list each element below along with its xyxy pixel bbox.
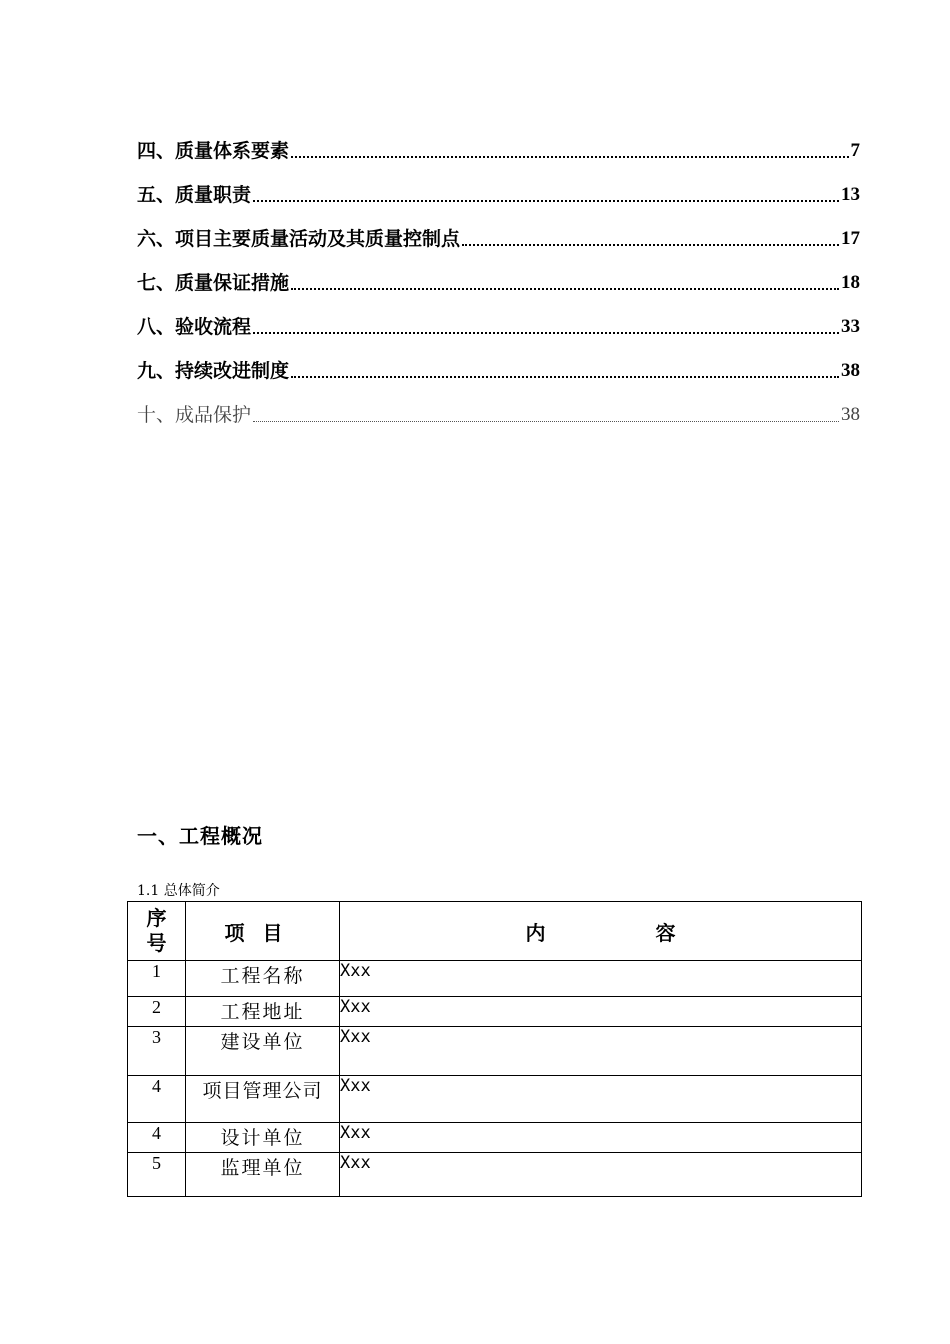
toc-dot-leader bbox=[253, 199, 839, 202]
toc-entry[interactable] bbox=[137, 210, 860, 254]
row-item: 建设单位 bbox=[186, 1027, 340, 1076]
toc-entry-title: 四、质量体系要素 bbox=[137, 140, 290, 162]
toc-dot-leader bbox=[291, 287, 839, 290]
table-row bbox=[128, 1153, 862, 1197]
toc-entry-page: 17 bbox=[841, 228, 860, 249]
header-content bbox=[340, 902, 862, 961]
toc-dot-leader bbox=[291, 155, 848, 158]
row-number: 5 bbox=[128, 1153, 186, 1197]
section-heading: 一、工程概况 bbox=[137, 824, 263, 848]
toc-entry-title: 七、质量保证措施 bbox=[137, 272, 290, 294]
toc-dot-leader bbox=[253, 331, 839, 334]
toc-entry[interactable] bbox=[137, 254, 860, 298]
row-content: Xxx bbox=[340, 1153, 862, 1197]
toc-entry-page: 38 bbox=[841, 404, 860, 425]
row-number: 4 bbox=[128, 1123, 186, 1153]
project-overview-table bbox=[127, 901, 862, 1197]
row-content: Xxx bbox=[340, 1027, 862, 1076]
row-number: 2 bbox=[128, 997, 186, 1027]
toc-entry-page: 38 bbox=[841, 360, 860, 381]
row-item: 工程地址 bbox=[186, 997, 340, 1027]
header-content-left: 内 bbox=[525, 920, 546, 945]
toc-entry-title: 九、持续改进制度 bbox=[137, 360, 290, 382]
table-row bbox=[128, 1027, 862, 1076]
table-row bbox=[128, 1076, 862, 1123]
table-caption: 1.1 总体简介 bbox=[137, 883, 220, 899]
toc-entry-title: 五、质量职责 bbox=[137, 184, 252, 206]
row-content: Xxx bbox=[340, 1123, 862, 1153]
toc-entry-page: 33 bbox=[841, 316, 860, 337]
toc-dot-leader bbox=[291, 375, 839, 378]
toc-entry-title: 八、验收流程 bbox=[137, 316, 252, 338]
toc-entry-page: 13 bbox=[841, 184, 860, 205]
row-content: Xxx bbox=[340, 1076, 862, 1123]
row-item: 监理单位 bbox=[186, 1153, 340, 1197]
header-no bbox=[128, 902, 186, 961]
toc-entry-page: 18 bbox=[841, 272, 860, 293]
table-of-contents bbox=[137, 122, 860, 430]
toc-entry[interactable] bbox=[137, 342, 860, 386]
row-number: 1 bbox=[128, 961, 186, 997]
toc-dot-leader bbox=[253, 420, 839, 422]
header-no-label: 序号 bbox=[146, 906, 167, 955]
row-item: 工程名称 bbox=[186, 961, 340, 997]
toc-entry[interactable] bbox=[137, 122, 860, 166]
header-item: 项目 bbox=[186, 902, 340, 961]
toc-entry-title: 六、项目主要质量活动及其质量控制点 bbox=[137, 228, 461, 250]
table-header-row bbox=[128, 902, 862, 961]
row-number: 3 bbox=[128, 1027, 186, 1076]
header-content-right: 容 bbox=[655, 920, 676, 945]
row-content: Xxx bbox=[340, 997, 862, 1027]
row-content: Xxx bbox=[340, 961, 862, 997]
toc-entry[interactable] bbox=[137, 298, 860, 342]
table-row bbox=[128, 961, 862, 997]
row-item: 设计单位 bbox=[186, 1123, 340, 1153]
table-row bbox=[128, 997, 862, 1027]
toc-entry[interactable] bbox=[137, 386, 860, 430]
table-row bbox=[128, 1123, 862, 1153]
row-number: 4 bbox=[128, 1076, 186, 1123]
toc-entry[interactable] bbox=[137, 166, 860, 210]
toc-entry-title: 十、成品保护 bbox=[137, 404, 252, 426]
row-item: 项目管理公司 bbox=[186, 1076, 340, 1123]
toc-dot-leader bbox=[462, 243, 839, 246]
toc-entry-page: 7 bbox=[850, 140, 860, 161]
